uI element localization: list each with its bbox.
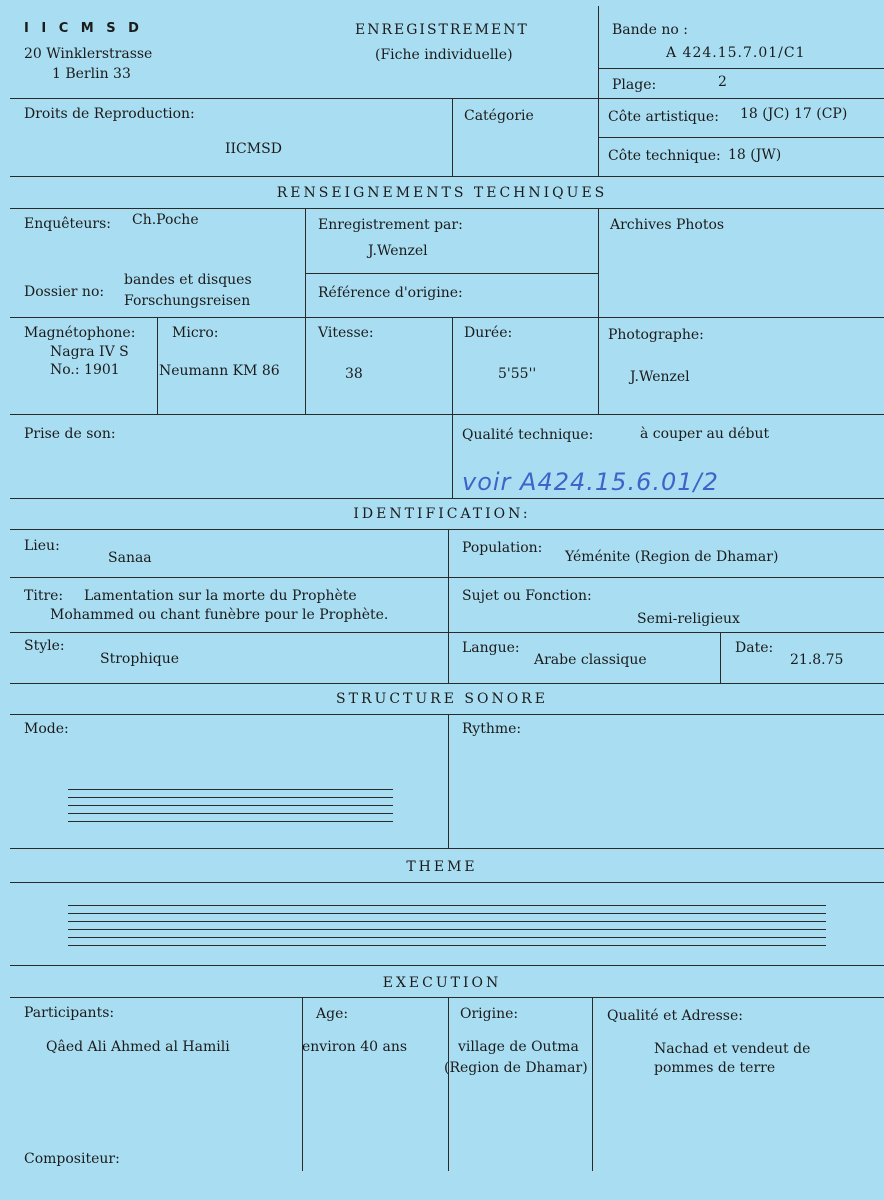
magnetophone-value-1: Nagra IV S (50, 344, 129, 360)
section-execution: EXECUTION (382, 975, 502, 991)
divider (305, 273, 598, 274)
langue-label: Langue: (462, 640, 520, 656)
divider (10, 714, 884, 715)
dossier-value-1: bandes et disques (124, 272, 252, 288)
divider (302, 997, 303, 1171)
divider (10, 98, 884, 99)
population-value: Yéménite (Region de Dhamar) (565, 549, 779, 565)
address-street: 20 Winklerstrasse (24, 46, 153, 62)
magnetophone-value-2: No.: 1901 (50, 362, 120, 378)
dossier-value-2: Forschungsreisen (124, 293, 251, 309)
rythme-label: Rythme: (462, 721, 522, 737)
adresse-value-1: Nachad et vendeut de (654, 1041, 811, 1057)
style-label: Style: (24, 638, 65, 654)
divider (10, 848, 884, 849)
origine-value-1: village de Outma (458, 1039, 579, 1055)
categorie-label: Catégorie (464, 108, 534, 124)
plage-value: 2 (718, 74, 727, 90)
divider (10, 208, 884, 209)
address-city: 1 Berlin 33 (52, 66, 131, 82)
enregistrement-par-label: Enregistrement par: (318, 217, 463, 233)
adresse-value-2: pommes de terre (654, 1060, 776, 1076)
divider (598, 208, 599, 414)
photographe-label: Photographe: (608, 327, 704, 343)
writing-line (68, 921, 826, 922)
divider (598, 6, 599, 98)
writing-line (68, 805, 393, 806)
divider (598, 137, 884, 138)
duree-value: 5'55'' (498, 366, 537, 382)
writing-line (68, 797, 393, 798)
enqueteurs-label: Enquêteurs: (24, 216, 112, 232)
sujet-value: Semi-religieux (637, 611, 740, 627)
titre-value-2: Mohammed ou chant funèbre pour le Prophète. (50, 607, 389, 623)
section-renseignements: RENSEIGNEMENTS TECHNIQUES (276, 185, 608, 201)
cote-artistique-label: Côte artistique: (608, 109, 719, 125)
section-theme: THEME (406, 859, 478, 875)
style-value: Strophique (100, 651, 180, 667)
age-value: environ 40 ans (302, 1039, 408, 1055)
micro-label: Micro: (172, 325, 219, 341)
divider (10, 632, 884, 633)
vitesse-label: Vitesse: (318, 325, 374, 341)
divider (10, 498, 884, 499)
enqueteurs-value: Ch.Poche (132, 212, 199, 228)
qualite-technique-value: à couper au début (640, 426, 770, 442)
photographe-value: J.Wenzel (630, 369, 690, 385)
reference-label: Référence d'origine: (318, 285, 463, 301)
writing-line (68, 929, 826, 930)
lieu-label: Lieu: (24, 538, 60, 554)
cote-artistique-value: 18 (JC) 17 (CP) (740, 106, 848, 122)
cote-technique-label: Côte technique: (608, 148, 721, 164)
divider (10, 683, 884, 684)
qualite-technique-label: Qualité technique: (462, 427, 594, 443)
date-label: Date: (735, 640, 774, 656)
writing-line (68, 945, 826, 946)
participants-value: Qâed Ali Ahmed al Hamili (46, 1039, 230, 1055)
plage-label: Plage: (612, 77, 657, 93)
divider (10, 577, 884, 578)
divider (10, 997, 884, 998)
org-name: I I C M S D (24, 21, 143, 36)
enregistrement-par-value: J.Wenzel (368, 243, 428, 259)
section-identification: IDENTIFICATION: (353, 506, 531, 522)
prise-de-son-label: Prise de son: (24, 426, 116, 442)
writing-line (68, 913, 826, 914)
writing-line (68, 937, 826, 938)
titre-label: Titre: (24, 588, 64, 604)
langue-value: Arabe classique (534, 652, 647, 668)
duree-label: Durée: (464, 325, 513, 341)
divider (305, 208, 306, 414)
origine-label: Origine: (460, 1006, 519, 1022)
divider (452, 414, 453, 498)
droits-label: Droits de Reproduction: (24, 106, 195, 122)
divider (448, 714, 449, 848)
writing-line (68, 813, 393, 814)
age-label: Age: (316, 1006, 349, 1022)
sujet-label: Sujet ou Fonction: (462, 588, 592, 604)
divider (10, 529, 884, 530)
bande-value: A 424.15.7.01/C1 (666, 45, 806, 61)
droits-value: IICMSD (225, 141, 282, 157)
writing-line (68, 905, 826, 906)
divider (448, 529, 449, 683)
participants-label: Participants: (24, 1005, 115, 1021)
divider (598, 68, 884, 69)
form-title: ENREGISTREMENT (355, 22, 529, 38)
lieu-value: Sanaa (108, 550, 152, 566)
divider (10, 965, 884, 966)
form-subtitle: (Fiche individuelle) (375, 47, 513, 63)
bande-label: Bande no : (612, 22, 688, 38)
titre-value-1: Lamentation sur la morte du Prophète (84, 588, 357, 604)
handwritten-note: voir A424.15.6.01/2 (462, 468, 719, 496)
divider (720, 632, 721, 683)
divider (592, 997, 593, 1171)
population-label: Population: (462, 540, 543, 556)
writing-line (68, 789, 393, 790)
divider (157, 317, 158, 414)
divider (10, 176, 884, 177)
divider (452, 98, 453, 176)
adresse-label: Qualité et Adresse: (607, 1008, 743, 1024)
divider (452, 317, 453, 414)
vitesse-value: 38 (345, 366, 363, 382)
section-structure-sonore: STRUCTURE SONORE (336, 691, 548, 707)
micro-value: Neumann KM 86 (159, 363, 280, 379)
dossier-label: Dossier no: (24, 284, 105, 300)
magnetophone-label: Magnétophone: (24, 325, 136, 341)
archives-photos-label: Archives Photos (610, 217, 725, 233)
divider (10, 414, 884, 415)
divider (10, 317, 884, 318)
origine-value-2: (Region de Dhamar) (444, 1060, 588, 1076)
cote-technique-value: 18 (JW) (728, 147, 782, 163)
writing-line (68, 821, 393, 822)
mode-label: Mode: (24, 721, 69, 737)
divider (10, 882, 884, 883)
date-value: 21.8.75 (790, 652, 844, 668)
divider (448, 997, 449, 1171)
compositeur-label: Compositeur: (24, 1151, 120, 1167)
